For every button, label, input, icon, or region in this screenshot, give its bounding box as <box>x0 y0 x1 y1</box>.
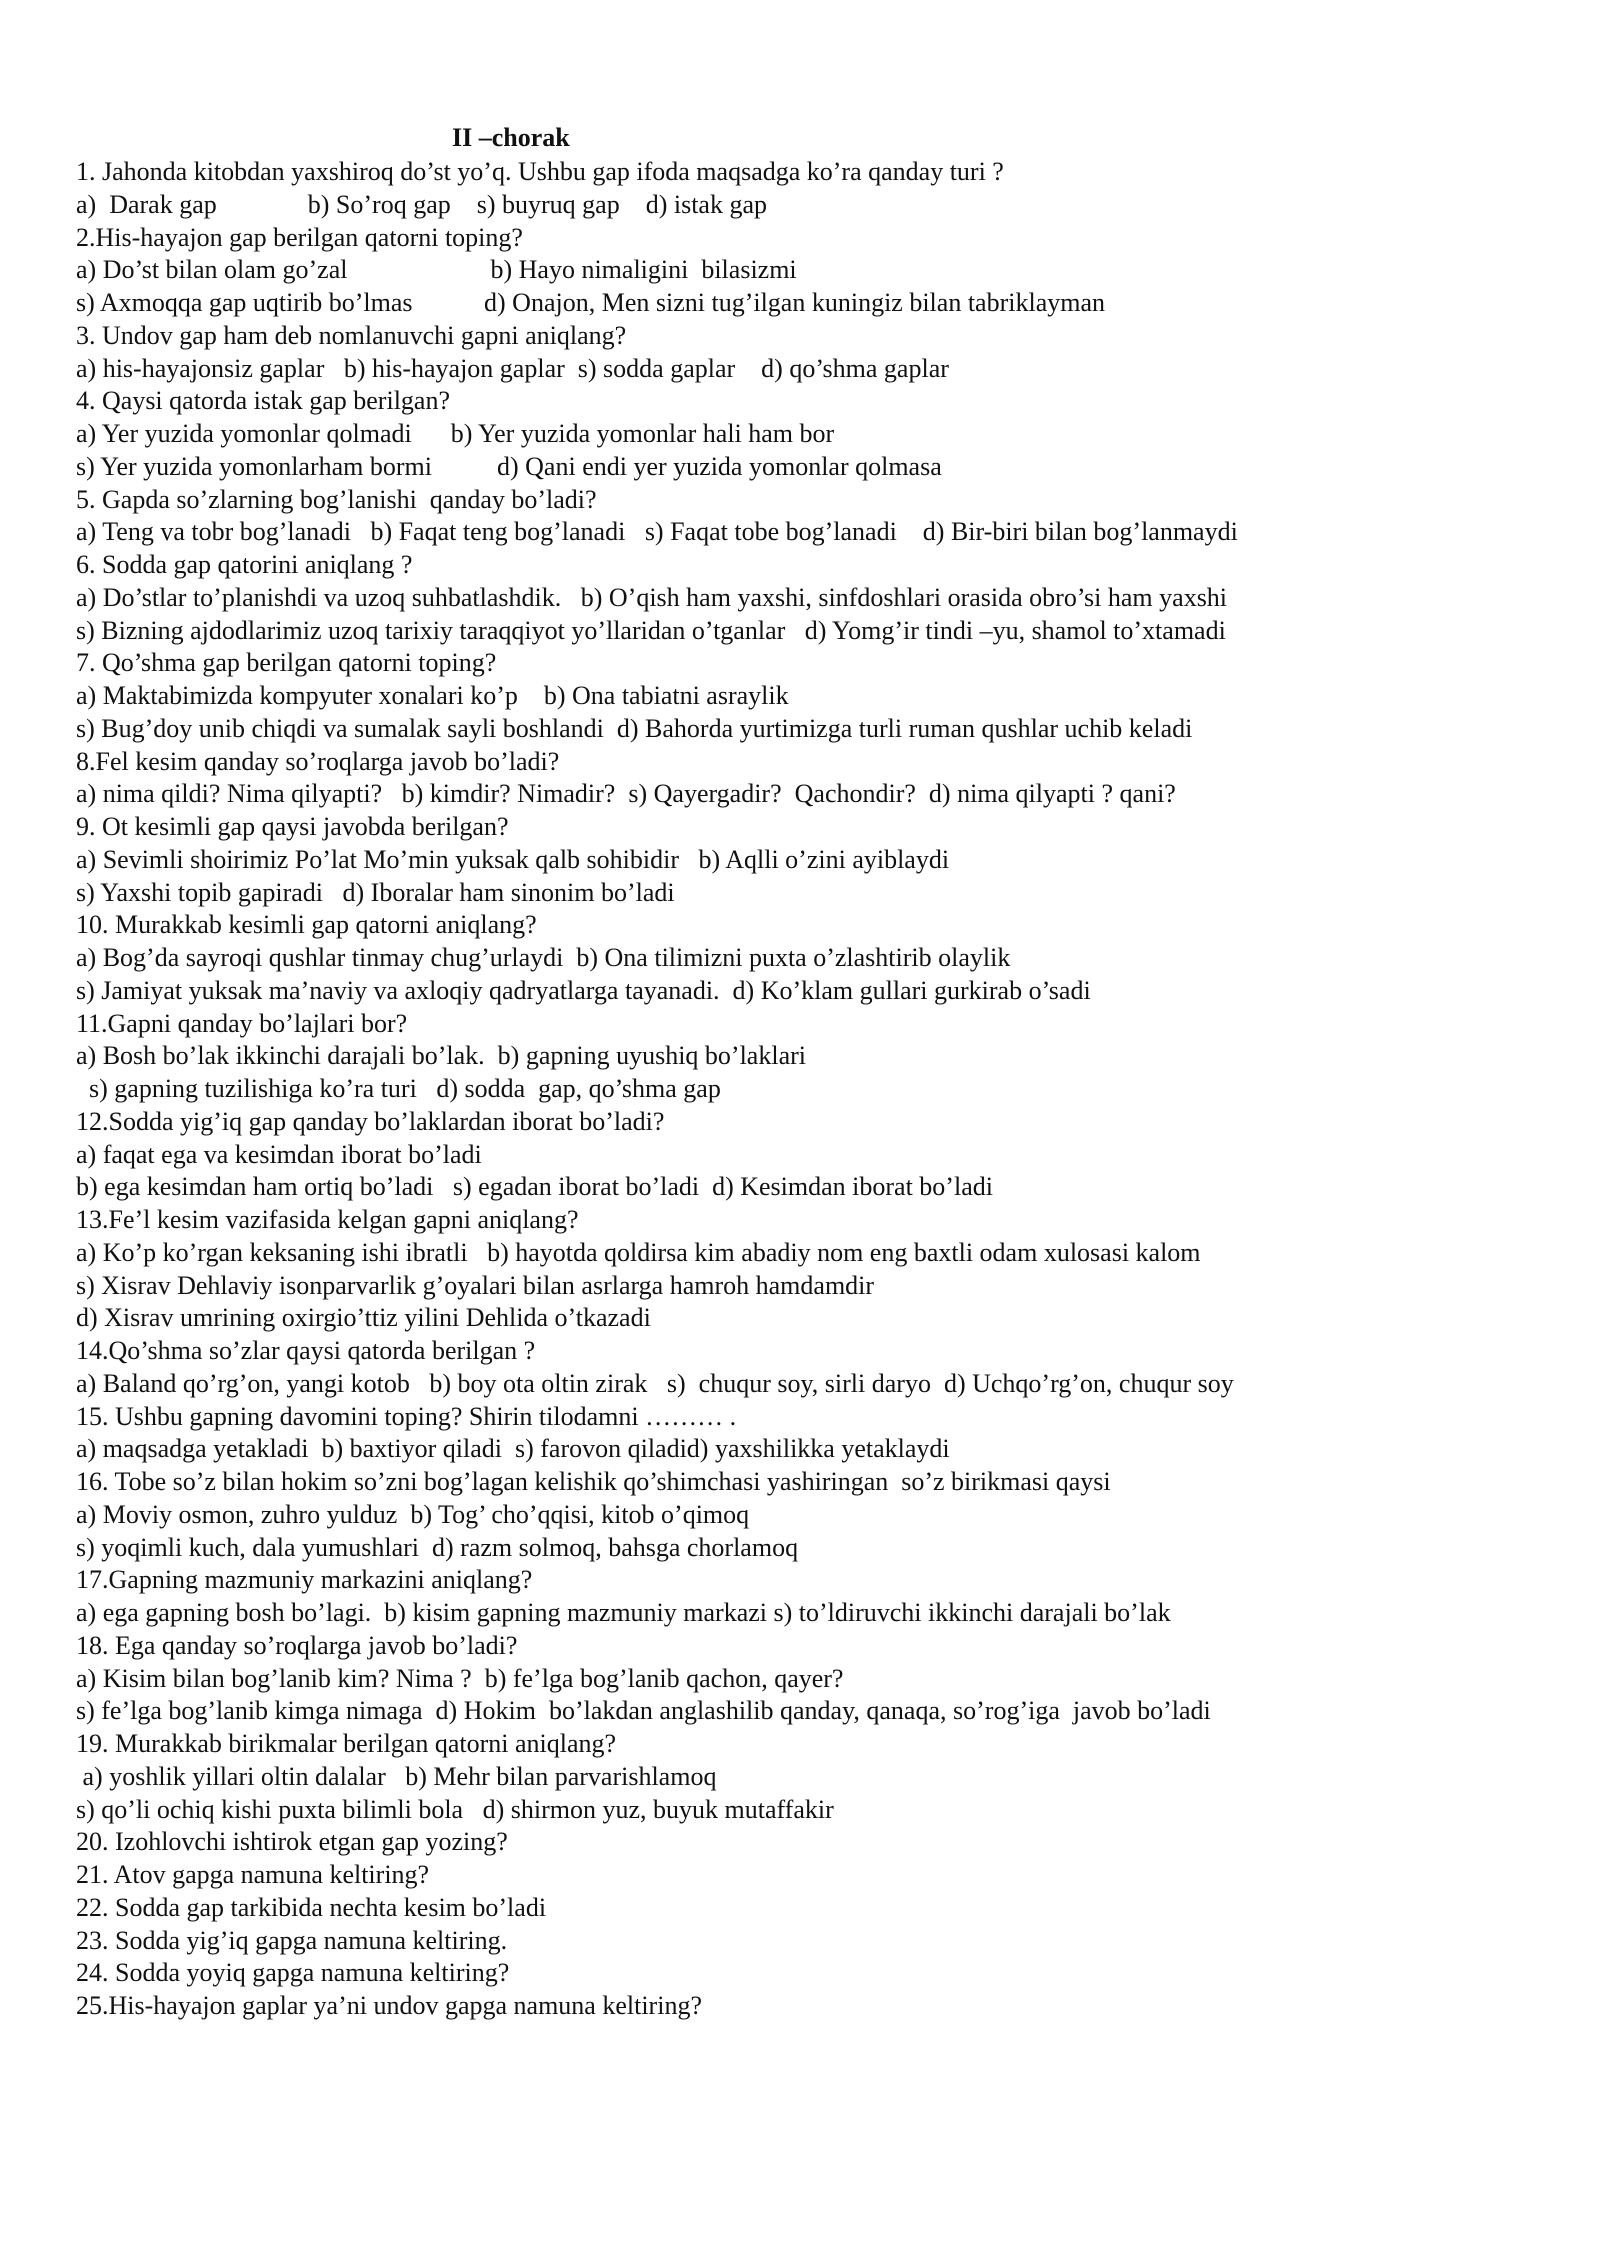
text-line: 8.Fel kesim qanday so’roqlarga javob bo’ladi? <box>76 746 560 776</box>
text-line: a) Teng va tobr bog’lanadi b) Faqat teng bog’lanadi s) Faqat tobe bog’lanadi d) Bir-biri bilan bog’lanmaydi <box>76 517 1238 547</box>
text-line: a) faqat ega va kesimdan iborat bo’ladi <box>76 1139 482 1169</box>
text-line: 7. Qo’shma gap berilgan qatorni toping? <box>76 648 497 678</box>
text-line: b) ega kesimdan ham ortiq bo’ladi s) egadan iborat bo’ladi d) Kesimdan iborat bo’ladi <box>76 1172 993 1202</box>
text-line: s) Bug’doy unib chiqdi va sumalak sayli boshlandi d) Bahorda yurtimizga turli ruman qushlar uchib keladi <box>76 713 1193 743</box>
text-line: a) Maktabimizda kompyuter xonalari ko’p b) Ona tabiatni asraylik <box>76 681 789 710</box>
question-list <box>76 156 1576 2023</box>
text-line: 17.Gapning mazmuniy markazini aniqlang? <box>76 1565 533 1595</box>
text-line: a) Darak gap b) So’roq gap s) buyruq gap d) istak gap <box>76 189 768 219</box>
text-line: a) his-hayajonsiz gaplar b) his-hayajon gaplar s) sodda gaplar d) qo’shma gaplar <box>76 353 949 383</box>
text-line: a) maqsadga yetakladi b) baxtiyor qiladi s) farovon qiladid) yaxshilikka yetaklaydi <box>76 1434 950 1464</box>
text-line: 2.His-hayajon gap berilgan qatorni toping? <box>76 222 523 252</box>
text-line: a) Kisim bilan bog’lanib kim? Nima ? b) fe’lga bog’lanib qachon, qayer? <box>76 1663 844 1693</box>
text-line: 19. Murakkab birikmalar berilgan qatorni aniqlang? <box>76 1729 617 1758</box>
page-title: II –chorak <box>452 123 570 152</box>
text-line: 15. Ushbu gapning davomini toping? Shirin tilodamni ……… . <box>76 1401 737 1431</box>
text-line: s) Axmoqqa gap uqtirib bo’lmas d) Onajon, Men sizni tug’ilgan kuningiz bilan tabriklayman <box>76 288 1105 317</box>
text-line: 14.Qo’shma so’zlar qaysi qatorda berilgan ? <box>76 1336 536 1365</box>
text-line: a) Yer yuzida yomonlar qolmadi b) Yer yuzida yomonlar hali ham bor <box>76 419 835 448</box>
text-line: 10. Murakkab kesimli gap qatorni aniqlang? <box>76 910 537 940</box>
text-line: 6. Sodda gap qatorini aniqlang ? <box>76 550 413 579</box>
text-line: s) yoqimli kuch, dala yumushlari d) razm solmoq, bahsga chorlamoq <box>76 1532 799 1562</box>
text-line: 21. Atov gapga namuna keltiring? <box>76 1860 430 1889</box>
text-line: 22. Sodda gap tarkibida nechta kesim bo’ladi <box>76 1892 547 1922</box>
text-line: 1. Jahonda kitobdan yaxshiroq do’st yo’q. Ushbu gap ifoda maqsadga ko’ra qanday turi ? <box>76 157 1004 186</box>
text-line: a) Bosh bo’lak ikkinchi darajali bo’lak. b) gapning uyushiq bo’laklari <box>76 1041 806 1071</box>
text-line: 4. Qaysi qatorda istak gap berilgan? <box>76 386 450 416</box>
text-line: 11.Gapni qanday bo’lajlari bor? <box>76 1008 408 1038</box>
text-line: a) Moviy osmon, zuhro yulduz b) Tog’ cho’qqisi, kitob o’qimoq <box>76 1499 750 1529</box>
text-line: a) Ko’p ko’rgan keksaning ishi ibratli b) hayotda qoldirsa kim abadiy nom eng baxtli odam xulosasi kalom <box>76 1237 1201 1267</box>
text-line: 18. Ega qanday so’roqlarga javob bo’ladi? <box>76 1630 518 1660</box>
text-line: 5. Gapda so’zlarning bog’lanishi qanday bo’ladi? <box>76 484 597 514</box>
text-line: a) Sevimli shoirimiz Po’lat Mo’min yuksak qalb sohibidir b) Aqlli o’zini ayiblaydi <box>76 844 950 874</box>
text-line: s) fe’lga bog’lanib kimga nimaga d) Hokim bo’lakdan anglashilib qanday, qanaqa, so’rog’iga javob bo’ladi <box>76 1696 1211 1726</box>
text-line: 24. Sodda yoyiq gapga namuna keltiring? <box>76 1958 510 1988</box>
text-line: a) ega gapning bosh bo’lagi. b) kisim gapning mazmuniy markazi s) to’ldiruvchi ikkinchi darajali bo’lak <box>76 1598 1171 1627</box>
text-line: 9. Ot kesimli gap qaysi javobda berilgan? <box>76 812 509 841</box>
text-line: a) yoshlik yillari oltin dalalar b) Mehr bilan parvarishlamoq <box>76 1761 717 1791</box>
text-line: 20. Izohlovchi ishtirok etgan gap yozing? <box>76 1827 508 1857</box>
text-line: a) nima qildi? Nima qilyapti? b) kimdir? Nimadir? s) Qayergadir? Qachondir? d) nima qilyapti ? qani? <box>76 779 1176 809</box>
text-line: s) qo’li ochiq kishi puxta bilimli bola d) shirmon yuz, buyuk mutaffakir <box>76 1794 834 1824</box>
text-line: 25.His-hayajon gaplar ya’ni undov gapga namuna keltiring? <box>76 1991 702 2020</box>
text-line: 3. Undov gap ham deb nomlanuvchi gapni aniqlang? <box>76 320 627 350</box>
text-line: s) Yer yuzida yomonlarham bormi d) Qani endi yer yuzida yomonlar qolmasa <box>76 451 942 481</box>
text-line: s) Yaxshi topib gapiradi d) Iboralar ham sinonim bo’ladi <box>76 877 675 907</box>
text-line: 12.Sodda yig’iq gap qanday bo’laklardan iborat bo’ladi? <box>76 1106 665 1136</box>
text-line: d) Xisrav umrining oxirgio’ttiz yilini Dehlida o’tkazadi <box>76 1303 651 1333</box>
text-line: a) Baland qo’rg’on, yangi kotob b) boy ota oltin zirak s) chuqur soy, sirli daryo d) Uchqo’rg’on, chuqur soy <box>76 1368 1234 1398</box>
text-line: 23. Sodda yig’iq gapga namuna keltiring. <box>76 1925 508 1955</box>
text-line: a) Bog’da sayroqi qushlar tinmay chug’urlaydi b) Ona tilimizni puxta o’zlashtirib olaylik <box>76 943 1011 972</box>
text-line: s) Jamiyat yuksak ma’naviy va axloqiy qadryatlarga tayanadi. d) Ko’klam gullari gurkirab o’sadi <box>76 975 1091 1005</box>
text-line: s) Xisrav Dehlaviy isonparvarlik g’oyalari bilan asrlarga hamroh hamdamdir <box>76 1270 875 1300</box>
text-line: 16. Tobe so’z bilan hokim so’zni bog’lagan kelishik qo’shimchasi yashiringan so’z birikmasi qaysi <box>76 1467 1111 1496</box>
text-line: 13.Fe’l kesim vazifasida kelgan gapni aniqlang? <box>76 1205 579 1234</box>
text-line: s) gapning tuzilishiga ko’ra turi d) sodda gap, qo’shma gap <box>76 1074 721 1103</box>
text-line: a) Do’stlar to’planishdi va uzoq suhbatlashdik. b) O’qish ham yaxshi, sinfdoshlari orasida obro’si ham yaxshi <box>76 582 1228 612</box>
text-line: a) Do’st bilan olam go’zal b) Hayo nimaligini bilasizmi <box>76 255 797 285</box>
text-line: s) Bizning ajdodlarimiz uzoq tarixiy taraqqiyot yo’llaridan o’tganlar d) Yomg’ir tindi –yu, shamol to’xtamadi <box>76 615 1226 645</box>
